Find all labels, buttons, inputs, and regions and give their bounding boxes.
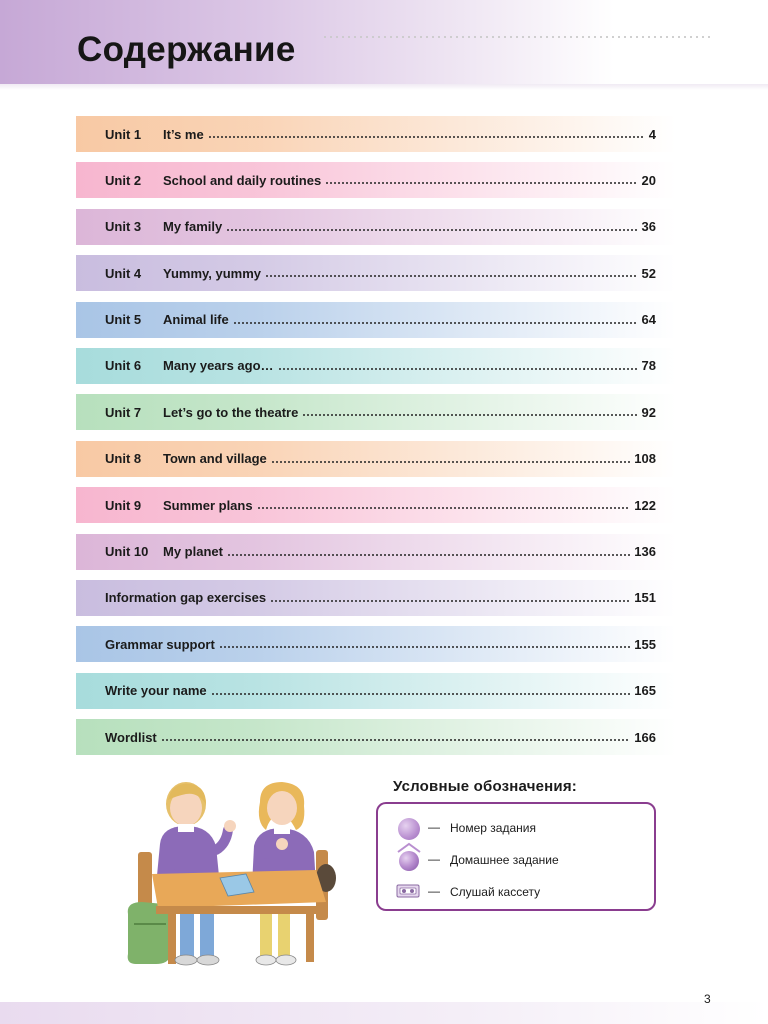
children-at-desk-illustration bbox=[120, 774, 350, 974]
toc-title: Information gap exercises bbox=[105, 590, 267, 606]
toc-page-number: 165 bbox=[634, 683, 656, 699]
toc-row bbox=[76, 394, 676, 430]
toc-dot-leader bbox=[265, 275, 638, 277]
task-number-icon bbox=[396, 815, 422, 841]
toc-title: It’s me bbox=[163, 126, 204, 142]
toc-row bbox=[76, 441, 676, 477]
legend-dash: — bbox=[428, 820, 440, 834]
toc-unit-label: Unit 3 bbox=[105, 219, 142, 235]
toc-unit-label: Unit 6 bbox=[105, 358, 142, 374]
toc-row bbox=[76, 255, 676, 291]
toc-title: Many years ago… bbox=[163, 358, 274, 374]
toc-page-number: 52 bbox=[641, 265, 656, 281]
toc-dot-leader bbox=[325, 182, 637, 184]
toc-row bbox=[76, 162, 676, 198]
toc-unit-label: Unit 9 bbox=[105, 497, 142, 513]
toc-page-number: 4 bbox=[648, 126, 656, 142]
legend-item-cassette bbox=[396, 879, 646, 905]
toc-page-number: 151 bbox=[634, 590, 656, 606]
toc-dot-leader bbox=[278, 368, 638, 370]
toc-unit-label: Unit 7 bbox=[105, 404, 142, 420]
toc-row bbox=[76, 580, 676, 616]
toc-row bbox=[76, 673, 676, 709]
toc-page-number: 166 bbox=[634, 729, 656, 745]
toc-title: My family bbox=[163, 219, 223, 235]
toc-dot-leader bbox=[302, 414, 637, 416]
toc-dot-leader bbox=[161, 739, 631, 741]
legend-dash: — bbox=[428, 884, 440, 898]
toc-unit-label: Unit 5 bbox=[105, 312, 142, 328]
toc-page-number: 78 bbox=[641, 358, 656, 374]
toc-row bbox=[76, 719, 676, 755]
toc-dot-leader bbox=[270, 600, 630, 602]
table-of-contents bbox=[76, 116, 676, 765]
toc-row bbox=[76, 626, 676, 662]
toc-page-number: 36 bbox=[641, 219, 656, 235]
legend-text: Номер задания bbox=[450, 821, 536, 835]
toc-page-number: 136 bbox=[634, 544, 656, 560]
toc-dot-leader bbox=[227, 554, 630, 556]
toc-title: Summer plans bbox=[163, 497, 253, 513]
toc-title: My planet bbox=[163, 544, 223, 560]
toc-page-number: 122 bbox=[634, 497, 656, 513]
toc-unit-label: Unit 4 bbox=[105, 265, 142, 281]
toc-row bbox=[76, 487, 676, 523]
toc-row bbox=[76, 116, 676, 152]
toc-unit-label: Unit 2 bbox=[105, 172, 142, 188]
legend-dash: — bbox=[428, 852, 440, 866]
toc-page-number: 155 bbox=[634, 636, 656, 652]
legend-text: Домашнее задание bbox=[450, 853, 559, 867]
toc-title: School and daily routines bbox=[163, 172, 322, 188]
toc-page-number: 92 bbox=[641, 404, 656, 420]
cassette-icon bbox=[396, 879, 422, 905]
toc-dot-leader bbox=[233, 322, 638, 324]
toc-unit-label: Unit 10 bbox=[105, 544, 149, 560]
toc-row bbox=[76, 534, 676, 570]
toc-row bbox=[76, 348, 676, 384]
page-title: Содержание bbox=[77, 30, 296, 69]
footer-band bbox=[0, 1002, 768, 1024]
toc-dot-leader bbox=[211, 693, 631, 695]
legend-text: Слушай кассету bbox=[450, 885, 541, 899]
toc-dot-leader bbox=[271, 461, 631, 463]
toc-title: Wordlist bbox=[105, 729, 157, 745]
toc-title: Write your name bbox=[105, 683, 207, 699]
toc-title: Let’s go to the theatre bbox=[163, 404, 299, 420]
toc-title: Yummy, yummy bbox=[163, 265, 262, 281]
legend-item-homework bbox=[396, 847, 646, 873]
legend-box bbox=[376, 802, 656, 911]
header-dotted-line bbox=[322, 36, 714, 38]
legend-item-task-number bbox=[396, 815, 646, 841]
toc-dot-leader bbox=[219, 646, 630, 648]
toc-row bbox=[76, 209, 676, 245]
toc-unit-label: Unit 1 bbox=[105, 126, 142, 142]
toc-title: Animal life bbox=[163, 312, 229, 328]
toc-dot-leader bbox=[257, 507, 631, 509]
legend-heading: Условные обозначения: bbox=[393, 778, 577, 795]
toc-page-number: 20 bbox=[641, 172, 656, 188]
toc-title: Town and village bbox=[163, 451, 267, 467]
toc-dot-leader bbox=[208, 136, 645, 138]
toc-page-number: 64 bbox=[641, 312, 656, 328]
toc-row bbox=[76, 302, 676, 338]
toc-title: Grammar support bbox=[105, 636, 215, 652]
toc-page-number: 108 bbox=[634, 451, 656, 467]
toc-unit-label: Unit 8 bbox=[105, 451, 142, 467]
toc-dot-leader bbox=[226, 229, 637, 231]
homework-icon bbox=[396, 847, 422, 873]
page-number: 3 bbox=[704, 992, 711, 1006]
header-fade bbox=[0, 84, 768, 90]
